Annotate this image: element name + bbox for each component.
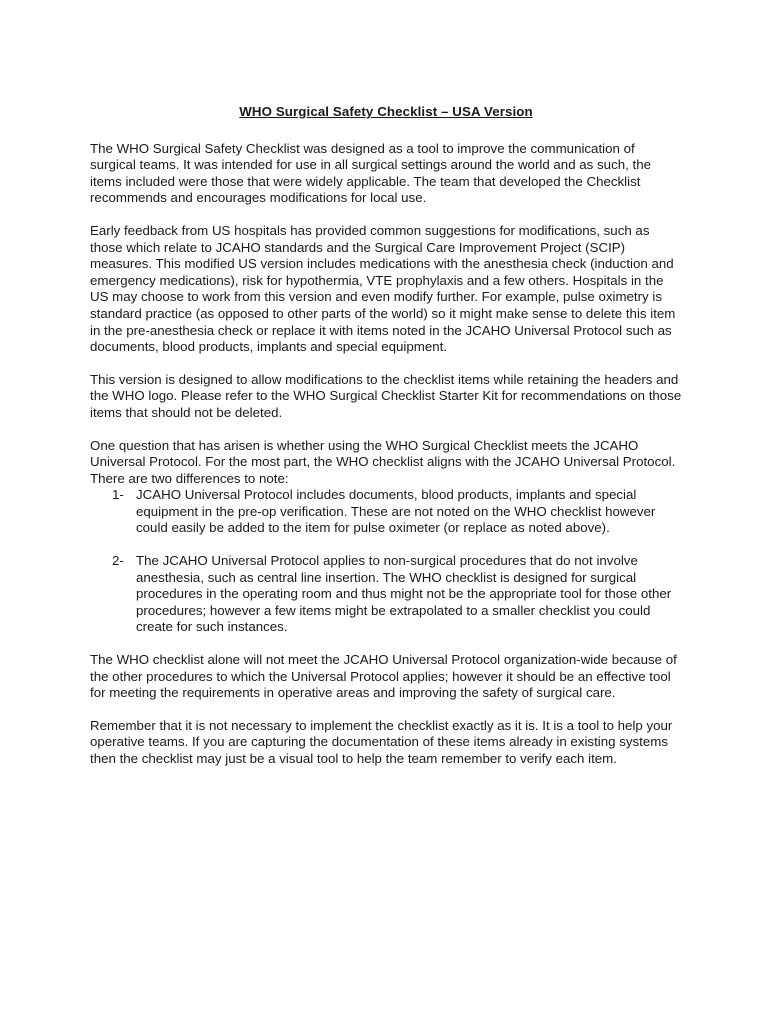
feedback-paragraph: Early feedback from US hospitals has provided common suggestions for modifications, such as those which relate to JCAHO standards and the Surgical Care Improvement Project (SCIP) measures. This modified US version includes medications with the anesthesia check (induction and emergency medications), risk for hypothermia, VTE prophylaxis and a few others. Hospitals in the US may choose to work from this version and even modify further. For example, pulse oximetry is standard practice (as opposed to other parts of the world) so it might make sense to delete this item in the pre-anesthesia check or replace it with items noted in the JCAHO Universal Protocol such as documents, blood products, implants and special equipment. bbox=[90, 222, 676, 355]
reminder-paragraph: Remember that it is not necessary to implement the checklist exactly as it is. It is a tool to help your operative teams. If you are capturing the documentation of these items already in existing systems then the checklist may just be a visual tool to help the team remember to verify each item. bbox=[90, 717, 673, 766]
document-page bbox=[90, 104, 682, 784]
modifications-paragraph: This version is designed to allow modifications to the checklist items while retaining the headers and the WHO logo. Please refer to the WHO Surgical Checklist Starter Kit for recommendations on those items that should not be deleted. bbox=[90, 371, 682, 420]
organization-wide-paragraph: The WHO checklist alone will not meet the JCAHO Universal Protocol organization-wide because of the other procedures to which the Universal Protocol applies; however it should be an effective tool for meeting the requirements in operative areas and improving the safety of surgical care. bbox=[90, 652, 677, 701]
document-title: WHO Surgical Safety Checklist – USA Version bbox=[239, 104, 533, 119]
list-item bbox=[90, 553, 682, 636]
list-item-marker: 1- bbox=[112, 487, 124, 503]
differences-list bbox=[90, 487, 682, 636]
universal-protocol-paragraph: One question that has arisen is whether using the WHO Surgical Checklist meets the JCAHO Universal Protocol. For the most part, the WHO checklist aligns with the JCAHO Universal Protocol. There are two differences to note: bbox=[90, 437, 676, 486]
list-item bbox=[90, 487, 682, 537]
list-item-marker: 2- bbox=[112, 553, 124, 569]
list-item-text: JCAHO Universal Protocol includes documents, blood products, implants and special equipment in the pre-op verification. These are not noted on the WHO checklist however could easily be added to the item for pulse oximeter (or replace as noted above). bbox=[136, 487, 656, 536]
list-item-text: The JCAHO Universal Protocol applies to non-surgical procedures that do not involve anesthesia, such as central line insertion. The WHO checklist is designed for surgical procedures in the operating room and thus might not be the appropriate tool for those other procedures; however a few items might be extrapolated to a smaller checklist you could create for such instances. bbox=[136, 553, 672, 635]
intro-paragraph: The WHO Surgical Safety Checklist was designed as a tool to improve the communication of surgical teams. It was intended for use in all surgical settings around the world and as such, the items included were those that were widely applicable. The team that developed the Checklist recommends and encourages modifications for local use. bbox=[90, 140, 651, 206]
